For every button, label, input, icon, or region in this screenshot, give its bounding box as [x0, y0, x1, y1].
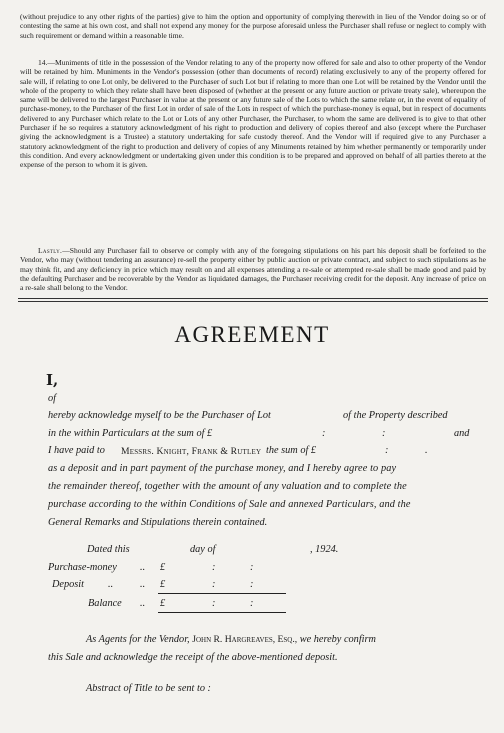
firm-name: Messrs. Knight, Frank & Rutley [121, 446, 262, 457]
balance-label: Balance [88, 598, 122, 609]
agents-line [86, 634, 376, 645]
agents-confirm: this Sale and acknowledge the receipt of the above-mentioned deposit. [48, 652, 338, 663]
lastly-word: Lastly. [38, 246, 63, 255]
deposit-colon-2: . [425, 445, 428, 456]
remainder-line: the remainder thereof, together with the amount of any valuation and to complete the [48, 481, 407, 492]
deposit-pound: £ [160, 579, 166, 590]
balance-dots: .. [140, 598, 146, 609]
balance-rule [158, 612, 286, 613]
sum-line: in the within Particulars at the sum of £ [48, 428, 213, 439]
deposit-dots-1: .. [108, 579, 114, 590]
sum-colon-1: : [322, 428, 326, 439]
agreement-title: AGREEMENT [174, 322, 330, 347]
deposit-sum: the sum of £ [266, 445, 317, 456]
purchase-money-dots: .. [140, 562, 146, 573]
agents-name: John R. Hargreaves, Esq., [192, 634, 298, 645]
pronoun-i: I, [46, 371, 59, 389]
lastly-text: —Should any Purchaser fail to observe or comply with any of the foregoing stipulations on his part his deposit shall be forfeited to the Vendor, who may (without tendering an assurance) re-sell the property either by public auction or private contract, and subject to such stipulations as he may think fit, and any deficiency in price which may result on and all expenses attending a re-sale or attempted re-sale shall be made good and paid by the defaulting Purchaser and be recoverable by the Vendor as liquidated damages, the Purchaser receiving credit for the deposit. Any increase of price on a re-sale shall belong to the Vendor. [20, 246, 486, 293]
balance-pound: £ [160, 598, 166, 609]
sum-colon-2: : [382, 428, 386, 439]
deposit-colon-1b: : [212, 579, 216, 590]
day-of: day of [190, 544, 216, 555]
purchase-money-pound: £ [160, 562, 166, 573]
of-word: of [48, 393, 57, 404]
paid-to: I have paid to [48, 445, 105, 456]
condition-lastly [20, 246, 486, 292]
deposit-rule [158, 593, 286, 594]
deposit-colon-2b: : [250, 579, 254, 590]
deposit-part-payment: as a deposit and in part payment of the purchase money, and I hereby agree to pay [48, 463, 397, 474]
deposit-dots-2: .. [140, 579, 146, 590]
and-word: and [454, 428, 470, 439]
deposit-label: Deposit [52, 579, 85, 590]
deposit-colon-1: : [385, 445, 389, 456]
condition-continuation: (without prejudice to any other rights of the parties) give to him the option and opportunity of complying therewith in lieu of the Vendor doing so or of contesting the same at his own cost, and shall not expend any money for the purpose aforesaid unless the Purchaser shall refuse or neglect to comply with such requirement or demand within a reasonable time. [20, 12, 486, 40]
property-described: of the Property described [343, 410, 448, 421]
agents-suffix: we hereby confirm [299, 634, 376, 645]
purchase-conditions: purchase according to the within Conditions of Sale and annexed Particulars, and the [48, 499, 411, 510]
acknowledge-line: hereby acknowledge myself to be the Purchaser of Lot [48, 410, 271, 421]
section-rule [18, 298, 488, 302]
purchase-money-colon-2: : [250, 562, 254, 573]
balance-colon-1: : [212, 598, 216, 609]
balance-colon-2: : [250, 598, 254, 609]
general-remarks: General Remarks and Stipulations therein contained. [48, 517, 268, 528]
condition-14: 14.—Muniments of title in the possession of the Vendor relating to any of the property now offered for sale and also to other property of the Vendor will be retained by him. Muniments in the Vendor's possession (other than documents of record) relating exclusively to any of the property offered for sale will, if relating to one Lot only, be delivered to the Purchaser of such Lot but if relating to more than one Lot will be retained by the Vendor until the whole of the property to which they relate shall have been disposed of (whether at the present or any future auction or private treaty sale), whereupon the same will be delivered to the largest Purchaser in value at the present or any future sale of the Lots to which the same relate or, in the event of equality of purchase-money, to the Purchaser of the first Lot in order of sale of the Lots in respect of which the purchase-money is equal, but in respect of documents delivered to any Purchaser which relate to the Lot or Lots of any other Purchaser, the Purchaser, to whom the same are delivered is to give to that other Purchaser if he so requires a statutory acknowledgment of his right to production and delivery of copies thereof and also (except where the Purchaser giving the acknowledgment is a Trustee) a statutory undertaking for safe custody thereof. And the Vendor will if required give to any Purchaser a statutory acknowledgment of the right to production and delivery of copies of any Minuments retained by him whether permanently or temporarily under this condition. And every acknowledgment or undertaking given under this condition is to be prepared and approved on behalf of all parties thereto at the expense of the person to whom it is given. [20, 58, 486, 170]
abstract-of-title: Abstract of Title to be sent to : [86, 683, 211, 694]
purchase-money-label: Purchase-money [48, 562, 117, 573]
purchase-money-colon-1: : [212, 562, 216, 573]
agents-prefix: As Agents for the Vendor, [86, 634, 190, 645]
year: , 1924. [310, 544, 339, 555]
dated-this: Dated this [87, 544, 130, 555]
